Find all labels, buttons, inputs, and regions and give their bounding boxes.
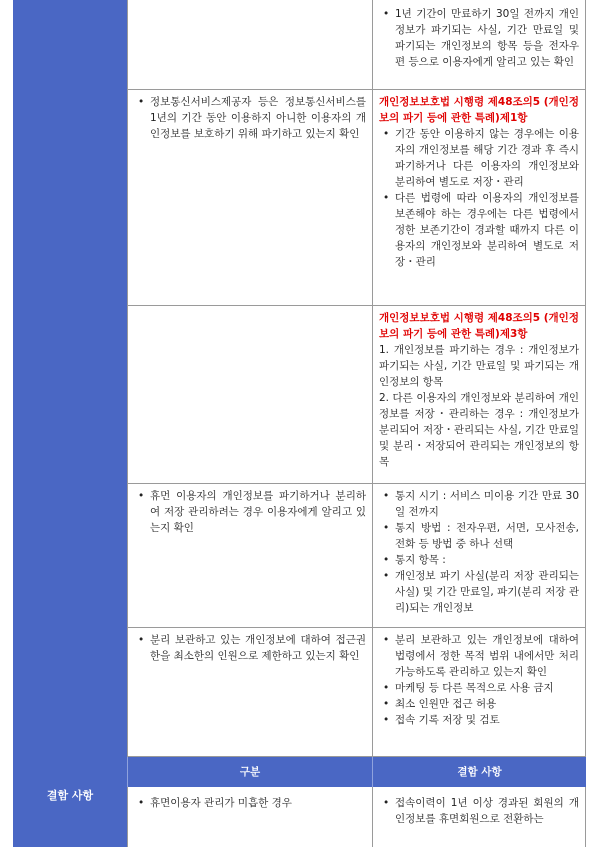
row-2-detail — [372, 306, 586, 484]
list-item: • 마케팅 등 다른 목적으로 사용 금지 — [379, 680, 579, 696]
row-3-detail — [372, 484, 586, 628]
result-detail-text: • 접속이력이 1년 이상 경과된 회원의 개인정보를 휴면회원으로 전환하는 — [379, 795, 579, 827]
result-section-label: 결함 사항 — [46, 789, 94, 802]
list-item: • 1년 기간이 만료하기 30일 전까지 개인정보가 파기되는 사실, 기간 만료일 및 파기되는 개인정보의 항목 등을 전자우편 등으로 이용자에게 알리고 있는 확인 — [379, 6, 579, 70]
law-reference-title: 개인정보보호법 시행령 제48조의5 (개인정보의 파기 등에 관한 특례)제3항 — [379, 312, 579, 340]
row-4-detail — [372, 628, 586, 757]
row-2-criteria — [127, 306, 372, 484]
row-1-detail — [372, 90, 586, 306]
list-item: • 다른 법령에 따라 이용자의 개인정보를 보존해야 하는 경우에는 다른 법령에서 정한 보존기간이 경과할 때까지 다른 이용자의 개인정보와 분리하여 별도로 저장・관리 — [379, 190, 579, 270]
law-reference-title: 개인정보보호법 시행령 제48조의5 (개인정보의 파기 등에 관한 특례)제1항 — [379, 96, 579, 124]
list-item: • 최소 인원만 접근 허용 — [379, 696, 579, 712]
criteria-text: • 정보통신서비스제공자 등은 정보통신서비스를 1년의 기간 동안 이용하지 아니한 이용자의 개인정보를 보호하기 위해 파기하고 있는지 확인 — [134, 94, 366, 142]
detail-item-2: 2. 다른 이용자의 개인정보와 분리하여 개인정보를 저장・관리하는 경우 : 개인정보가 분리되어 저장・관리되는 사실, 기간 만료일 및 분리・저장되어 관리되는 개인정보의 항목 — [379, 392, 579, 468]
criteria-text: • 분리 보관하고 있는 개인정보에 대하여 접근권한을 최소한의 인원으로 제한하고 있는지 확인 — [134, 632, 366, 664]
list-item: • 접속 기록 저장 및 검토 — [379, 712, 579, 728]
column-header-category: 구분 — [127, 757, 372, 787]
list-item: • 개인정보 파기 사실(분리 저장 관리되는 사실) 및 기간 만료일, 파기(분리 저장 관리)되는 개인정보 — [379, 568, 579, 616]
column-header-result: 결함 사항 — [372, 757, 586, 787]
row-3-criteria — [127, 484, 372, 628]
row-4-criteria — [127, 628, 372, 757]
list-item: • 통지 방법 : 전자우편, 서면, 모사전송, 전화 등 방법 중 하나 선택 — [379, 520, 579, 552]
row-0-detail — [372, 0, 586, 90]
row-0-criteria — [127, 0, 372, 90]
left-section-column — [13, 0, 127, 847]
list-item: • 분리 보관하고 있는 개인정보에 대하여 법령에서 정한 목적 범위 내에서만 처리 가능하도록 관리하고 있는지 확인 — [379, 632, 579, 680]
criteria-text: • 휴먼 이용자의 개인정보를 파기하거나 분리하여 저장 관리하려는 경우 이용자에게 알리고 있는지 확인 — [134, 488, 366, 536]
result-category-text: • 휴면이용자 관리가 미흡한 경우 — [134, 795, 366, 811]
result-category-cell — [127, 787, 372, 847]
document-table — [13, 0, 586, 847]
detail-item-1: 1. 개인정보를 파기하는 경우 : 개인정보가 파기되는 사실, 기간 만료일 및 파기되는 개인정보의 항목 — [379, 344, 579, 388]
result-detail-cell — [372, 787, 586, 847]
list-item: • 통지 항목 : — [379, 552, 579, 568]
list-item: • 통지 시기 : 서비스 미이용 기간 만료 30일 전까지 — [379, 488, 579, 520]
list-item: • 기간 동안 이용하지 않는 경우에는 이용자의 개인정보를 해당 기간 경과 후 즉시 파기하거나 다른 이용자의 개인정보와 분리하여 별도로 저장・관리 — [379, 126, 579, 190]
row-1-criteria — [127, 90, 372, 306]
